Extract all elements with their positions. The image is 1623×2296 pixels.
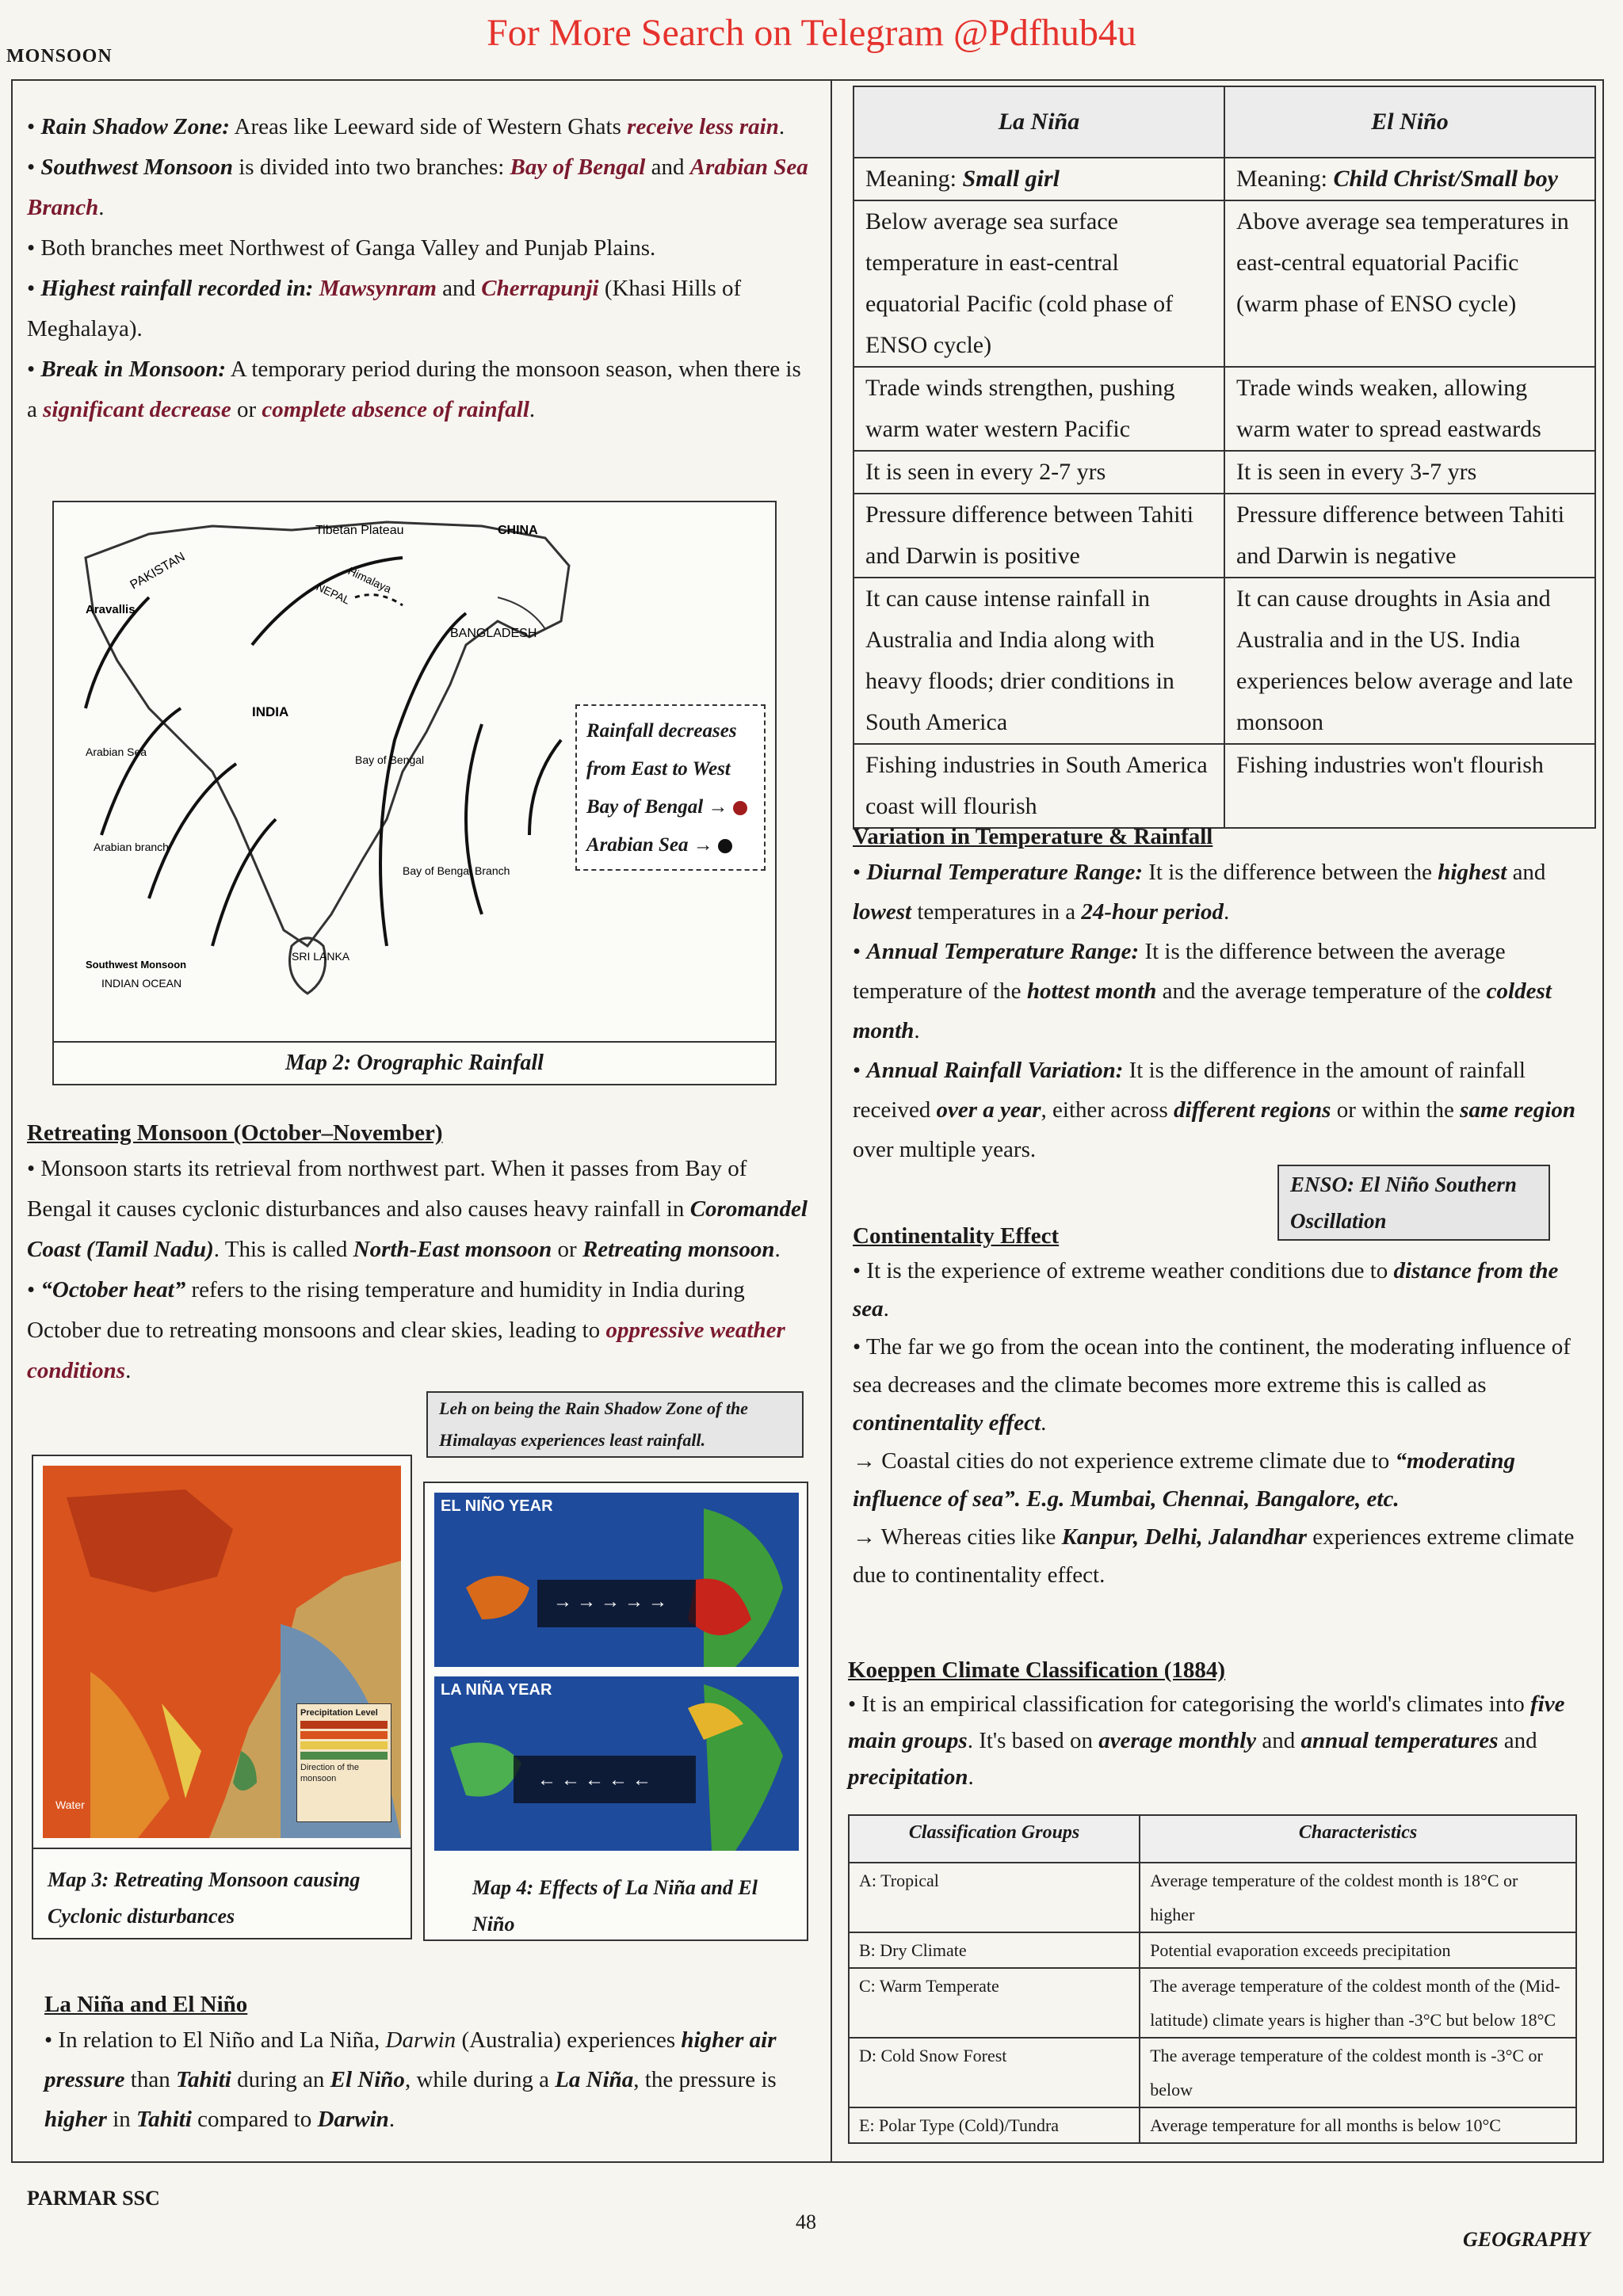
table-row: B: Dry Climate Potential evaporation exceeds precipitation — [849, 1932, 1576, 1968]
map2-label-india: INDIA — [252, 704, 289, 719]
chapter-title: MONSOON — [6, 46, 113, 67]
table-row: Below average sea surface temperature in east-central equatorial Pacific (cold phase of ENSO cycle) Above average sea temperatures in east-central equatorial Pacific (warm phase of ENSO cycle) — [854, 200, 1595, 367]
bullet-highest-rainfall: • Highest rainfall recorded in: Mawsynram and Cherrapunji (Khasi Hills of Meghalaya). — [27, 276, 742, 341]
map3-caption: Map 3: Retreating Monsoon causing Cyclonic disturbances — [33, 1848, 411, 1947]
table-row: E: Polar Type (Cold)/Tundra Average temperature for all months is below 10°C — [849, 2107, 1576, 2143]
table-row: Fishing industries in South America coast will flourish Fishing industries won't flourish — [854, 744, 1595, 828]
map2-label-sri-lanka: SRI LANKA — [292, 950, 350, 963]
map3-legend: Precipitation Level Direction of the monsoon — [296, 1703, 391, 1822]
map2-label-indian-ocean: INDIAN OCEAN — [101, 977, 182, 990]
bullet-southwest-monsoon: • Southwest Monsoon is divided into two branches: Bay of Bengal and Arabian Sea Branch. — [27, 154, 808, 220]
svg-text:→ → → → →: → → → → → — [553, 1592, 667, 1612]
table-row: Trade winds strengthen, pushing warm water western Pacific Trade winds weaken, allowing warm water to spread eastwards — [854, 367, 1595, 451]
legend-bob-dot-icon — [733, 801, 747, 815]
footer-subject: GEOGRAPHY — [1463, 2228, 1591, 2251]
telegram-banner[interactable]: For More Search on Telegram @Pdfhub4u — [487, 12, 1136, 54]
table-row: It is seen in every 2-7 yrs It is seen in every 3-7 yrs — [854, 451, 1595, 494]
map2-legend: Rainfall decreases from East to West Bay of Bengal → Arabian Sea → — [575, 704, 766, 871]
map2-label-aravallis: Aravallis — [86, 603, 136, 616]
map2-box — [52, 501, 777, 1085]
variation-section: Variation in Temperature & Rainfall • Diurnal Temperature Range: It is the difference between the highest and lowest temperatures in a 24-hour period. • Annual Temperature Range: It is the difference between the average temperature of the hottest month and the average temperature of the coldest month. • Annual Rainfall Variation: It is the difference in the amount of rainfall received over a year, either across different regions or within the same region over multiple years. — [853, 821, 1598, 1169]
lanina-heading: La Niña and El Niño — [44, 1992, 248, 2017]
map2-label-arabian-branch: Arabian branch — [94, 841, 169, 853]
map2-label-sw-monsoon: Southwest Monsoon — [86, 959, 187, 971]
bullet-break-monsoon: • Break in Monsoon: A temporary period during the monsoon season, when there is a significant decrease or complete absence of rainfall. — [27, 357, 801, 422]
table-row: Pressure difference between Tahiti and Darwin is positive Pressure difference between Tahiti and Darwin is negative — [854, 494, 1595, 578]
retreating-heading: Retreating Monsoon (October–November) — [27, 1120, 443, 1146]
page-number: 48 — [796, 2210, 816, 2233]
legend-as-dot-icon — [718, 839, 732, 853]
enso-note: ENSO: El Niño Southern Oscillation — [1277, 1165, 1550, 1241]
map3-image — [43, 1466, 401, 1838]
variation-heading: Variation in Temperature & Rainfall — [853, 824, 1213, 849]
map2-label-arabian-sea: Arabian Sea — [86, 746, 147, 758]
map2-label-china: CHINA — [498, 524, 538, 537]
map4-el-label: EL NIÑO YEAR — [441, 1497, 553, 1515]
table-row: D: Cold Snow Forest The average temperature of the coldest month is -3°C or below — [849, 2038, 1576, 2107]
table-header-el-nino: El Niño — [1224, 86, 1595, 158]
map4-el-nino-image — [434, 1493, 799, 1667]
bullet-branches-meet: • Both branches meet Northwest of Ganga Valley and Punjab Plains. — [27, 235, 656, 261]
footer-brand: PARMAR SSC — [27, 2187, 160, 2210]
map4-box — [423, 1482, 808, 1941]
map2-label-bangladesh: BANGLADESH — [450, 627, 537, 640]
retreating-section: Retreating Monsoon (October–November) • Monsoon starts its retrieval from northwest part. When it passes from Bay of Bengal it causes cyclonic disturbances and also causes heavy rainfall in Coromandel Coast (Tamil Nadu). This is called North-East monsoon or Retreating monsoon. • “October heat” refers to the rising temperature and humidity in India during October due to retreating monsoons and clear skies, leading to oppressive weather conditions. — [27, 1117, 812, 1391]
continentality-heading: Continentality Effect — [853, 1223, 1060, 1249]
map2-label-himalaya: Himalaya — [346, 564, 394, 596]
leh-note: Leh on being the Rain Shadow Zone of the Himalayas experiences least rainfall. — [426, 1391, 804, 1458]
table-row: Meaning: Small girl Meaning: Child Christ/Small boy — [854, 158, 1595, 200]
koeppen-table — [848, 1814, 1577, 2144]
map2-label-bay-of-bengal: Bay of Bengal — [355, 753, 425, 766]
lanina-section: La Niña and El Niño • In relation to El Niño and La Niña, Darwin (Australia) experiences higher air pressure than Tahiti during an El Niño, while during a La Niña, the pressure is higher in Tahiti compared to Darwin. — [44, 1989, 805, 2139]
map3-water-label: Water — [55, 1798, 85, 1811]
bullet-rain-shadow: • Rain Shadow Zone: Areas like Leeward side of Western Ghats receive less rain. — [27, 114, 785, 139]
map2-label-tibet: Tibetan Plateau — [315, 524, 404, 537]
koeppen-header-characteristics: Characteristics — [1140, 1815, 1576, 1863]
lanina-elnino-table — [853, 86, 1596, 829]
koeppen-section: Koeppen Climate Classification (1884) • It is an empirical classification for categorising the world's climates into five main groups. It's based on average monthly and annual temperatures and precipitation. — [848, 1654, 1598, 1795]
map2-label-bob-branch: Bay of Bengal Branch — [403, 864, 510, 877]
map2-label-pakistan: PAKISTAN — [128, 550, 188, 593]
map4-la-nina-image — [434, 1676, 799, 1851]
table-row: C: Warm Temperate The average temperature of the coldest month of the (Mid-latitude) climate years is higher than -3°C but below 18°C — [849, 1968, 1576, 2038]
map3-box — [32, 1455, 412, 1939]
koeppen-header-groups: Classification Groups — [849, 1815, 1140, 1863]
svg-text:← ← ← ← ←: ← ← ← ← ← — [537, 1770, 651, 1791]
continentality-section: Continentality Effect • It is the experience of extreme weather conditions due to distance from the sea. • The far we go from the ocean into the continent, the moderating influence of sea decreases and the climate becomes more extreme this is called as continentality effect. → Coastal cities do not experience extreme climate due to “moderating influence of sea”. E.g. Mumbai, Chennai, Bangalore, etc. → Whereas cities like Kanpur, Delhi, Jalandhar experiences extreme climate due to continentality effect. — [853, 1220, 1598, 1594]
table-header-la-nina: La Niña — [854, 86, 1224, 158]
intro-bullets — [27, 107, 812, 430]
table-row: It can cause intense rainfall in Australia and India along with heavy floods; drier conditions in South America It can cause droughts in Asia and Australia and in the US. India experiences below average and late monsoon — [854, 578, 1595, 744]
map2-label-nepal: NEPAL — [314, 580, 353, 607]
map4-la-label: LA NIÑA YEAR — [441, 1681, 552, 1699]
koeppen-heading: Koeppen Climate Classification (1884) — [848, 1657, 1226, 1683]
table-row: A: Tropical Average temperature of the coldest month is 18°C or higher — [849, 1863, 1576, 1932]
map2-caption: Map 2: Orographic Rainfall — [54, 1041, 775, 1076]
map4-caption: Map 4: Effects of La Niña and El Niño — [472, 1876, 758, 1936]
column-divider — [831, 79, 832, 2163]
